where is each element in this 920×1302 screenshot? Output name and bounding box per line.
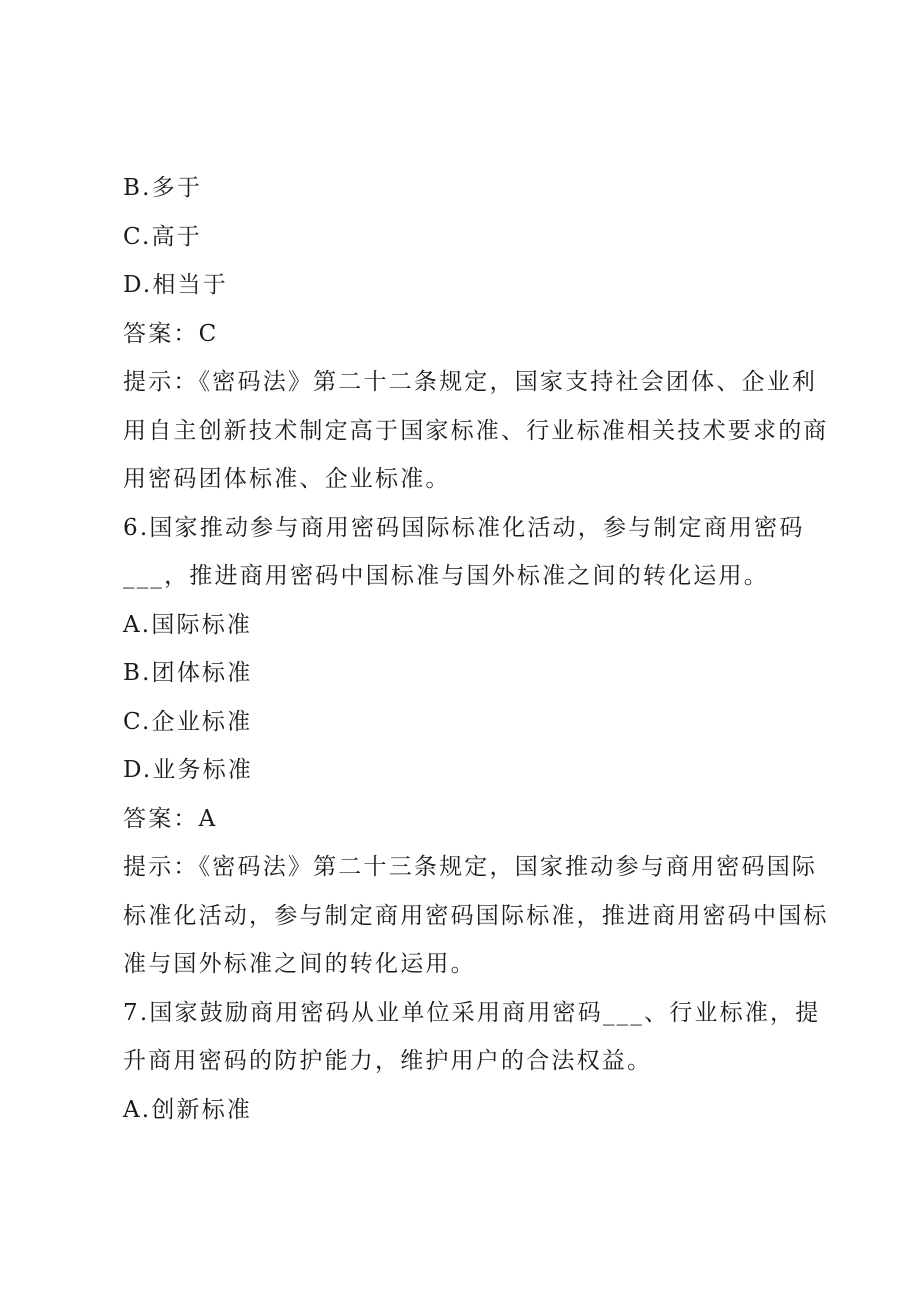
q6-option-d (123, 746, 813, 795)
q5-hint (123, 358, 829, 504)
answer-text-line: 答案：A (123, 805, 218, 832)
q5-answer (123, 310, 813, 359)
question-text-line: 7.国家鼓励商用密码从业单位采用商用密码___、行业标准，提 (123, 999, 821, 1026)
q6-option-b (123, 649, 813, 698)
option-text-line: D.业务标准 (123, 757, 254, 783)
question-text-line: 升商用密码的防护能力，维护用户的合法权益。 (123, 1048, 653, 1074)
hint-text-line: 提示：《密码法》第二十二条规定，国家支持社会团体、企业利 (123, 369, 818, 395)
option-text-line: C.企业标准 (123, 708, 253, 735)
option-text-line: A.国际标准 (123, 611, 253, 638)
q7-question (123, 989, 821, 1086)
hint-text-line: 用密码团体标准、企业标准。 (123, 466, 451, 492)
option-text-line: C.高于 (123, 223, 202, 250)
q5-option-b (123, 164, 813, 213)
option-text-line: D.相当于 (123, 272, 228, 298)
option-text-line: B.多于 (123, 175, 203, 201)
hint-text-line: 准与国外标准之间的转化运用。 (123, 951, 476, 977)
answer-text-line: 答案：C (123, 320, 219, 347)
q6-option-c (123, 698, 813, 747)
q7-option-a (123, 1086, 813, 1135)
option-text-line: B.团体标准 (123, 660, 253, 686)
q6-answer (123, 795, 813, 844)
hint-text-line: 提示：《密码法》第二十三条规定，国家推动参与商用密码国际 (123, 854, 818, 880)
q6-option-a (123, 601, 813, 650)
hint-text-line: 用自主创新技术制定高于国家标准、行业标准相关技术要求的商 (123, 417, 829, 444)
q6-hint (123, 843, 829, 989)
q6-question (123, 504, 813, 601)
question-text-line: ___，推进商用密码中国标准与国外标准之间的转化运用。 (123, 563, 769, 589)
document-body (123, 164, 829, 1134)
q5-option-d (123, 261, 813, 310)
hint-text-line: 标准化活动，参与制定商用密码国际标准，推进商用密码中国标 (123, 902, 829, 929)
q5-option-c (123, 213, 813, 262)
question-text-line: 6.国家推动参与商用密码国际标准化活动，参与制定商用密码 (123, 514, 805, 541)
option-text-line: A.创新标准 (123, 1096, 253, 1123)
